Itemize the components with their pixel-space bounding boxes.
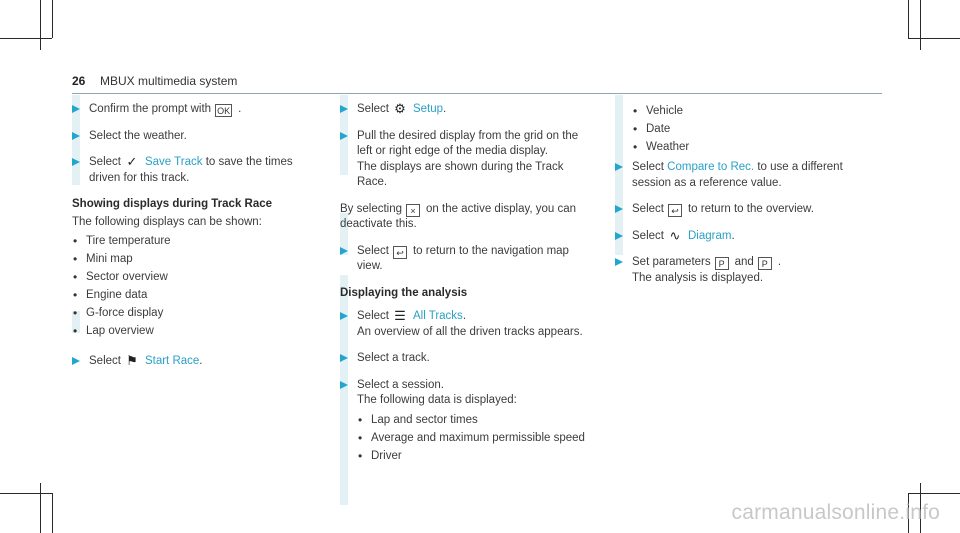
step-arrow-icon [615, 258, 623, 266]
all-tracks-link[interactable]: All Tracks [412, 310, 463, 322]
crop-mark [920, 0, 921, 50]
parameter-y-icon: P [758, 257, 772, 270]
crop-mark [52, 493, 53, 533]
step-all-tracks: Select ☰ All Tracks. An overview of all the driven tracks appears. [340, 309, 590, 340]
gear-icon: ⚙ [394, 101, 406, 116]
list-item: • Average and maximum permissible speed [357, 429, 590, 447]
section-heading: Showing displays during Track Race [72, 198, 273, 210]
compare-link[interactable]: Compare to Rec. [667, 161, 755, 173]
step-save-track: Select ✓ Save Track to save the times driven for this track. [72, 155, 302, 186]
step-arrow-icon [72, 357, 80, 365]
data-list-cont [632, 102, 865, 156]
list-item: • Mini map [72, 250, 302, 268]
list-item: • Driver [357, 447, 590, 465]
step-set-parameters: Set parameters P and P . The analysis is displayed. [615, 255, 865, 286]
list-item: • Vehicle [632, 102, 865, 120]
track-list-icon: ☰ [394, 308, 406, 323]
list-item: • Lap and sector times [357, 411, 590, 429]
column-2 [340, 95, 590, 469]
list-item: • Tire temperature [72, 232, 302, 250]
list-item: • Engine data [72, 286, 302, 304]
display-list [72, 232, 302, 340]
crop-mark [908, 493, 960, 494]
crop-mark [52, 0, 53, 38]
page-header [72, 71, 882, 94]
column-1 [72, 95, 302, 374]
step-arrow-icon [340, 132, 348, 140]
step-start-race: Select ⚑ Start Race. [72, 354, 302, 370]
step-return-overview: Select ↩ to return to the overview. [615, 202, 865, 218]
crop-mark [908, 0, 909, 38]
step-arrow-icon [72, 105, 80, 113]
step-diagram: Select ∿ Diagram. [615, 229, 865, 245]
crop-mark [40, 0, 41, 50]
step-arrow-icon [340, 381, 348, 389]
ok-key-icon: OK [217, 106, 231, 116]
crop-mark [40, 483, 41, 533]
step-confirm-prompt: Confirm the prompt with OK . [72, 102, 302, 118]
step-pull-display: Pull the desired display from the grid on the left or right edge of the media display. The displays are shown during the Track Race. [340, 129, 590, 191]
step-select-setup: Select ⚙ Setup. [340, 102, 590, 118]
crop-mark [0, 493, 52, 494]
setup-link[interactable]: Setup [412, 103, 444, 115]
crop-mark [0, 38, 52, 39]
deactivate-note: By selecting × on the active display, you can deactivate this. [340, 202, 577, 230]
diagram-link[interactable]: Diagram [687, 229, 732, 242]
section-heading: Displaying the analysis [340, 286, 468, 299]
step-select-weather: Select the weather. [72, 129, 302, 145]
list-item: • Date [632, 120, 865, 138]
save-track-link[interactable]: Save Track [144, 156, 203, 168]
intro-text: The following displays can be shown: [72, 215, 262, 228]
list-item: • Sector overview [72, 268, 302, 286]
list-item: • G-force display [72, 304, 302, 322]
step-arrow-icon [340, 105, 348, 113]
step-arrow-icon [615, 232, 623, 240]
data-list [357, 411, 590, 465]
parameter-x-icon: P [715, 257, 729, 270]
step-compare: Select Compare to Rec. to use a different session as a reference value. [615, 160, 865, 191]
list-item: • Lap overview [72, 322, 302, 340]
start-race-link[interactable]: Start Race [144, 355, 200, 367]
step-return-map: Select ↩ to return to the navigation map view. [340, 244, 590, 275]
list-item: • Weather [632, 138, 865, 156]
step-arrow-icon [72, 158, 80, 166]
step-arrow-icon [340, 354, 348, 362]
column-3 [615, 95, 865, 290]
step-arrow-icon [340, 247, 348, 255]
close-icon: × [406, 204, 420, 217]
page-number: 26 [72, 74, 86, 88]
back-icon: ↩ [393, 246, 407, 259]
watermark: carmanualsonline.info [731, 501, 940, 524]
step-select-track: Select a track. [340, 351, 590, 367]
diagram-icon: ∿ [669, 227, 681, 243]
crop-mark [908, 38, 960, 39]
checkered-flag-icon: ⚑ [126, 353, 138, 368]
step-arrow-icon [615, 205, 623, 213]
back-icon: ↩ [668, 204, 682, 217]
step-select-session: Select a session. The following data is displayed: • Lap and sector times • Average and maximum permissible speed • Driver [340, 378, 590, 465]
step-arrow-icon [72, 132, 80, 140]
step-arrow-icon [340, 312, 348, 320]
checkmark-icon: ✓ [126, 154, 138, 169]
step-arrow-icon [615, 163, 623, 171]
page-title: MBUX multimedia system [100, 74, 238, 88]
